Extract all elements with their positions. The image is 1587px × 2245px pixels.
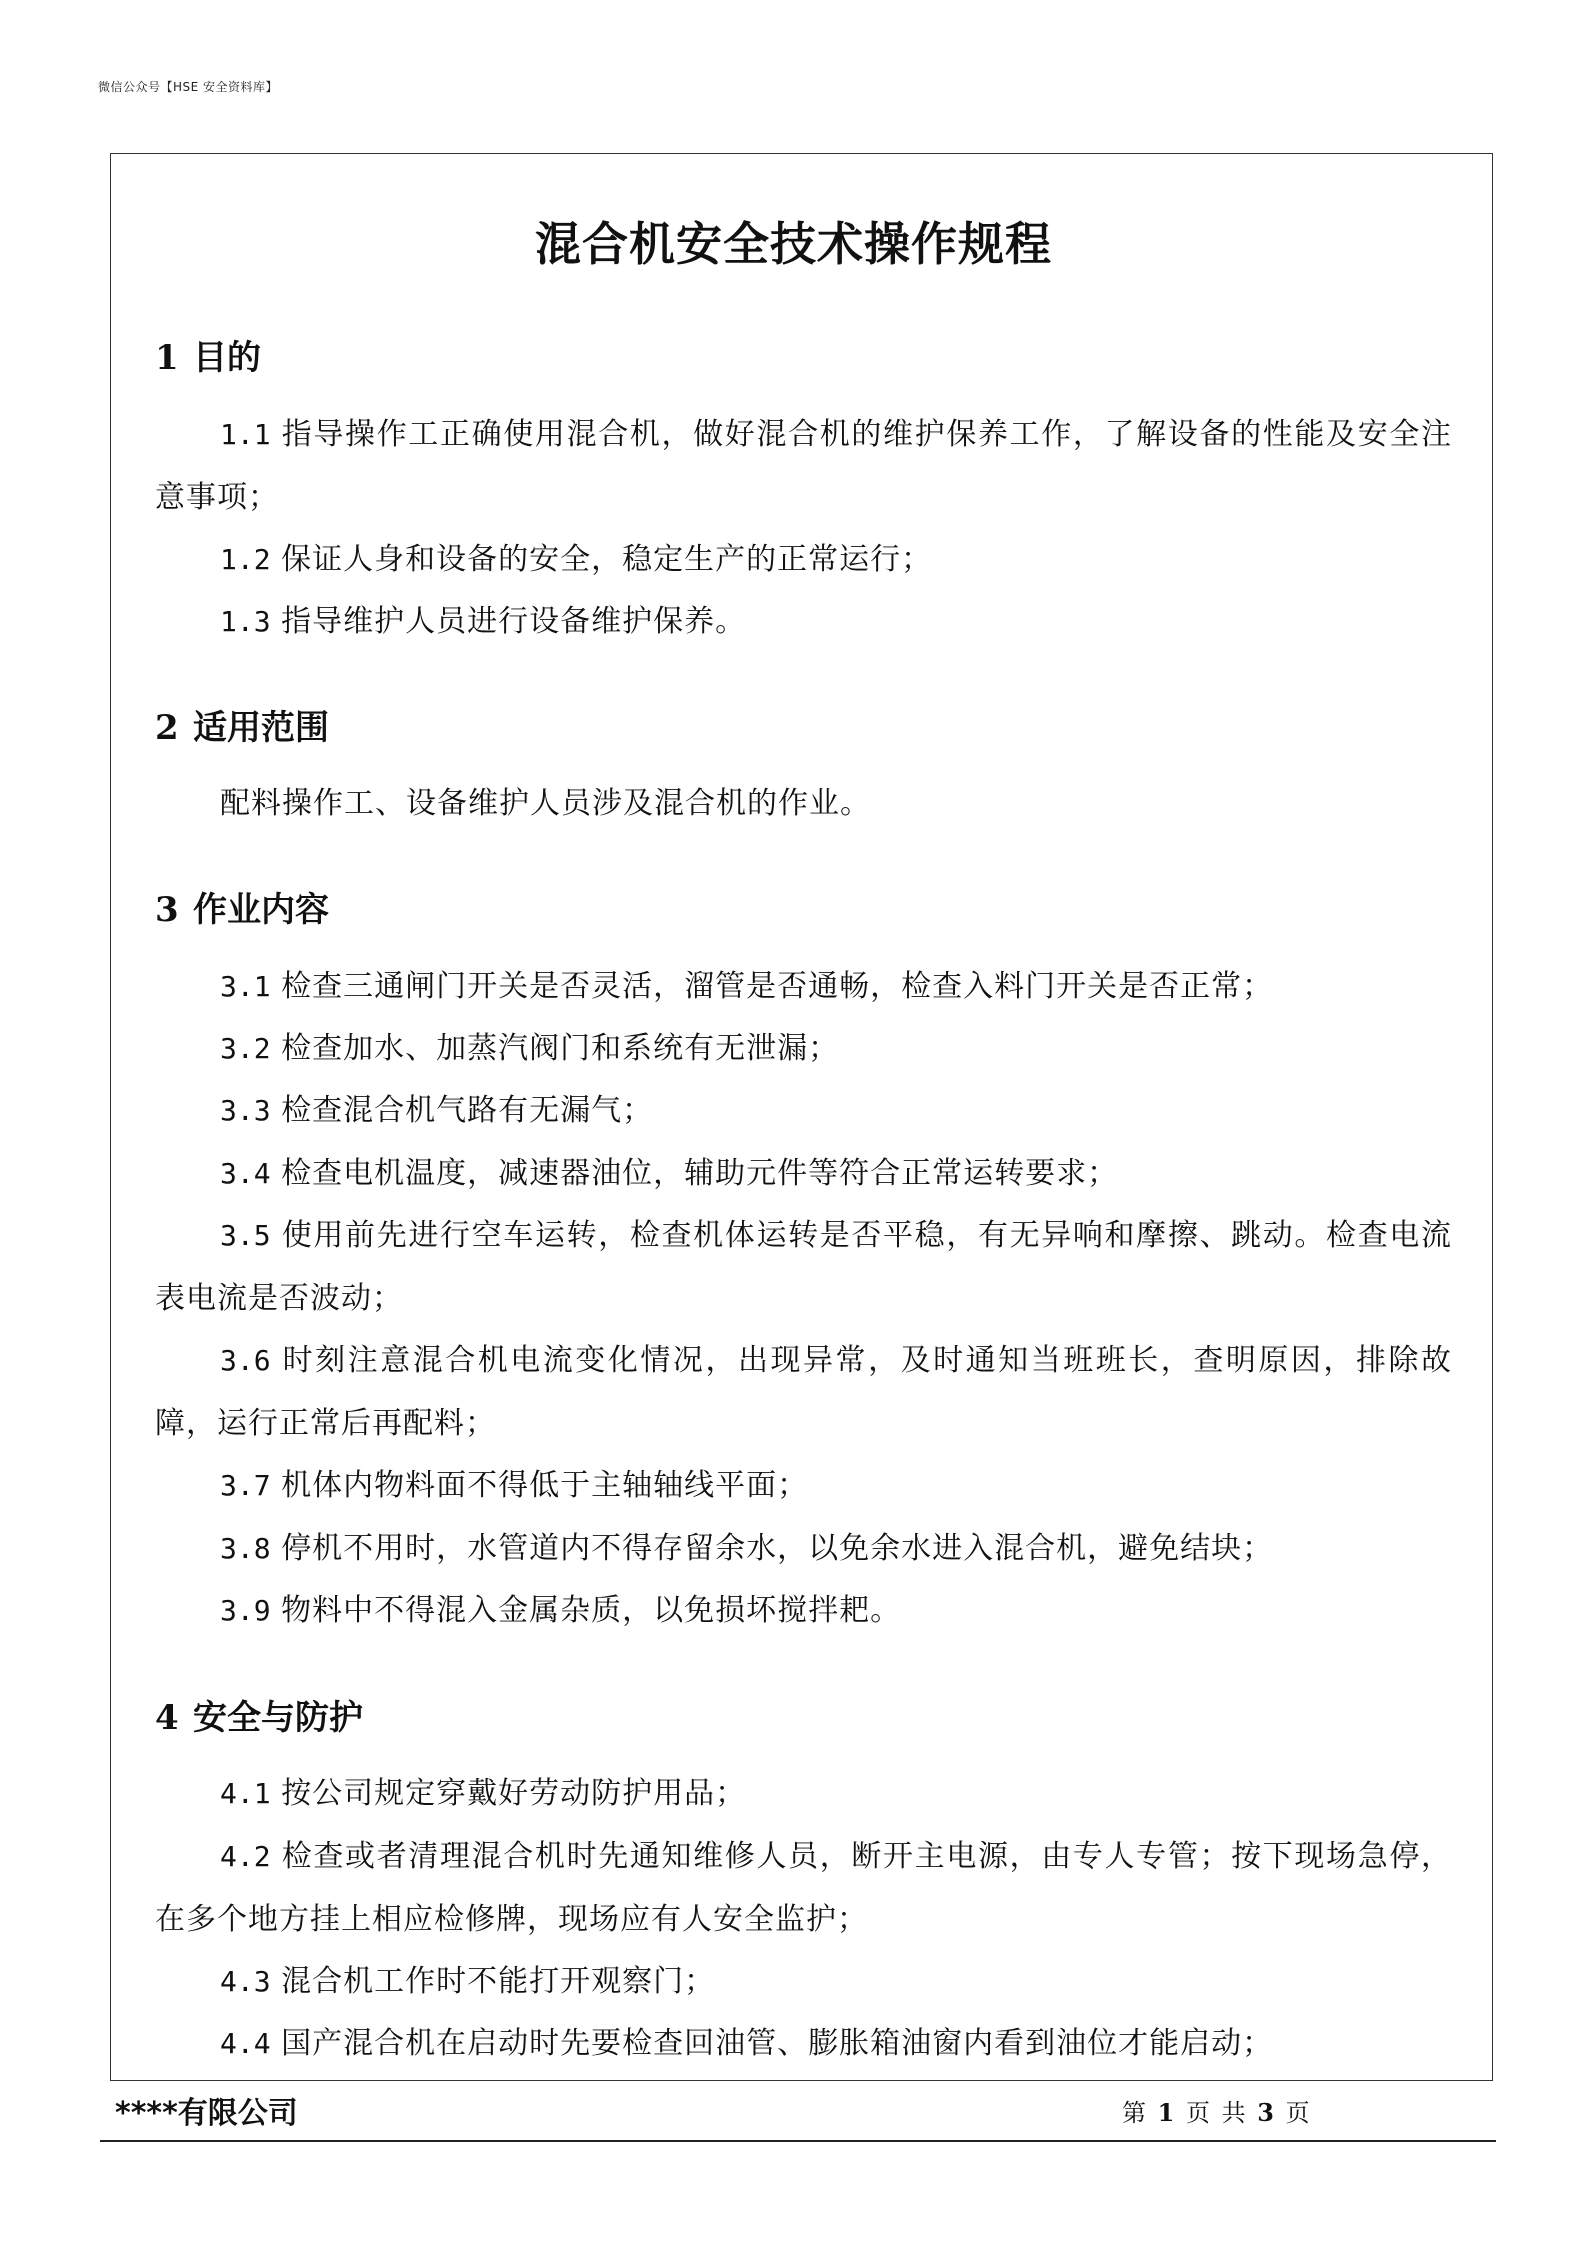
paragraph-text: 检查或者清理混合机时先通知维修人员，断开主电源，由专人专管；按下现场急停，在多个地方挂上相应检修牌，现场应有人安全监护； [155,1839,1452,1937]
section-title: 目的 [193,338,261,378]
paragraph-number: 3.9 [220,1594,271,1627]
paragraph-number: 4.1 [220,1777,271,1810]
page-suffix: 页 [1285,2099,1312,2127]
paragraph-number: 3.5 [220,1219,271,1252]
paragraph-number: 3.6 [220,1344,271,1377]
paragraph-number: 4.3 [220,1965,271,1998]
paragraph-1-3 [155,590,1452,653]
paragraph-number: 3.2 [220,1032,271,1065]
section-number: 1 [155,338,179,378]
section-heading-4 [155,1690,363,1739]
page-middle: 页 共 [1185,2099,1248,2127]
paragraph-4-2 [155,1825,1452,1951]
paragraph-text: 指导操作工正确使用混合机，做好混合机的维护保养工作，了解设备的性能及安全注意事项； [155,417,1452,515]
paragraph-text: 检查三通闸门开关是否灵活，溜管是否通畅，检查入料门开关是否正常； [281,969,1274,1004]
paragraph-text: 机体内物料面不得低于主轴轴线平面； [281,1468,809,1503]
paragraph-3-7 [155,1454,1452,1517]
paragraph-text: 按公司规定穿戴好劳动防护用品； [281,1776,747,1811]
paragraph-3-8 [155,1517,1452,1580]
paragraph-number: 1.1 [220,418,271,451]
section-title: 作业内容 [193,890,329,930]
paragraph-2-1 [155,772,1452,835]
paragraph-text: 指导维护人员进行设备维护保养。 [281,604,747,639]
page-total: 3 [1257,2098,1276,2127]
paragraph-text: 物料中不得混入金属杂质，以免损坏搅拌耙。 [281,1593,902,1628]
section-number: 3 [155,890,179,930]
paragraph-1-2 [155,528,1452,591]
paragraph-3-6 [155,1329,1452,1455]
paragraph-3-3 [155,1079,1452,1142]
paragraph-text: 混合机工作时不能打开观察门； [281,1964,716,1999]
paragraph-3-2 [155,1017,1452,1080]
paragraph-3-4 [155,1142,1452,1205]
paragraph-text: 检查加水、加蒸汽阀门和系统有无泄漏； [281,1031,840,1066]
paragraph-4-1 [155,1762,1452,1825]
page-prefix: 第 [1122,2099,1148,2127]
paragraph-text: 保证人身和设备的安全，稳定生产的正常运行； [281,542,933,577]
paragraph-3-9 [155,1579,1452,1642]
document-title: 混合机安全技术操作规程 [535,217,1052,271]
paragraph-number: 3.7 [220,1469,271,1502]
paragraph-number: 4.2 [220,1840,271,1873]
paragraph-text: 国产混合机在启动时先要检查回油管、膨胀箱油窗内看到油位才能启动； [281,2026,1274,2061]
paragraph-4-4 [155,2012,1452,2075]
paragraph-text: 配料操作工、设备维护人员涉及混合机的作业。 [220,786,871,821]
section-heading-3 [155,882,329,931]
paragraph-text: 使用前先进行空车运转，检查机体运转是否平稳，有无异响和摩擦、跳动。检查电流表电流是否波动； [155,1218,1452,1316]
paragraph-1-1 [155,403,1452,529]
section-heading-1 [155,330,261,379]
section-heading-2 [155,700,329,749]
paragraph-3-1 [155,955,1452,1018]
paragraph-text: 检查电机温度，减速器油位，辅助元件等符合正常运转要求； [281,1156,1119,1191]
paragraph-text: 时刻注意混合机电流变化情况，出现异常，及时通知当班班长，查明原因，排除故障，运行正常后再配料； [155,1343,1452,1441]
section-number: 4 [155,1698,179,1738]
header-watermark: 微信公众号【HSE 安全资料库】 [98,80,279,94]
paragraph-text: 检查混合机气路有无漏气； [281,1093,654,1128]
paragraph-text: 停机不用时，水管道内不得存留余水，以免余水进入混合机，避免结块； [281,1531,1274,1566]
paragraph-3-5 [155,1204,1452,1330]
paragraph-4-3 [155,1950,1452,2013]
section-title: 适用范围 [193,708,329,748]
paragraph-number: 3.8 [220,1532,271,1565]
paragraph-number: 1.2 [220,543,271,576]
paragraph-number: 1.3 [220,605,271,638]
footer-divider [100,2140,1496,2142]
footer-company: ****有限公司 [115,2096,298,2131]
paragraph-number: 3.3 [220,1094,271,1127]
paragraph-number: 4.4 [220,2027,271,2060]
section-number: 2 [155,708,179,748]
paragraph-number: 3.1 [220,970,271,1003]
page-current: 1 [1157,2098,1177,2127]
footer-page-indicator [1122,2093,1312,2128]
paragraph-number: 3.4 [220,1157,271,1190]
section-title: 安全与防护 [193,1698,363,1738]
